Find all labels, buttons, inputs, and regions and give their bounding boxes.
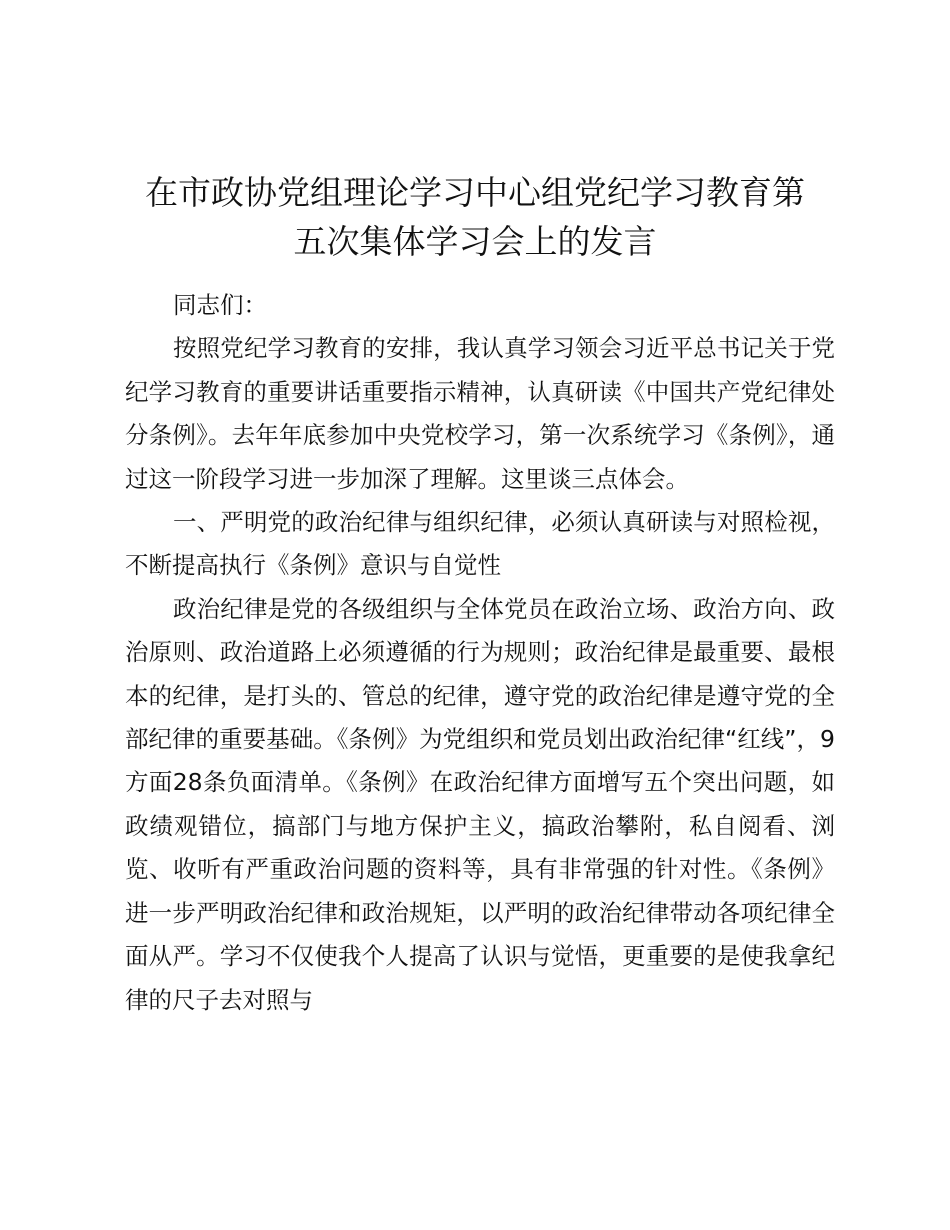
paragraph-political-discipline: 政治纪律是党的各级组织与全体党员在政治立场、政治方向、政治原则、政治道路上必须遵循的行为规则；政治纪律是最重要、最根本的纪律，是打头的、管总的纪律，遵守党的政治纪律是遵守党的全部纪律的重要基础。《条例》为党组织和党员划出政治纪律“红线”，9方面28条负面清单。《条例》在政治纪律方面增写五个突出问题，如政绩观错位，搞部门与地方保护主义，搞政治攀附，私自阅看、浏览、收听有严重政治问题的资料等，具有非常强的针对性。《条例》进一步严明政治纪律和政治规矩，以严明的政治纪律带动各项纪律全面从严。学习不仅使我个人提高了认识与觉悟，更重要的是使我拿纪律的尺子去对照与 (125, 594, 835, 1014)
section-heading-1: 一、严明党的政治纪律与组织纪律，必须认真研读与对照检视，不断提高执行《条例》意识与自觉性 (125, 508, 835, 580)
salutation: 同志们： (173, 291, 267, 319)
title-line-2: 五次集体学习会上的发言 (293, 222, 657, 261)
title-line-1: 在市政协党组理论学习中心组党纪学习教育第 (145, 173, 805, 212)
paragraph-intro: 按照党纪学习教育的安排，我认真学习领会习近平总书记关于党纪学习教育的重要讲话重要指示精神，认真研读《中国共产党纪律处分条例》。去年年底参加中央党校学习，第一次系统学习《条例》，通过这一阶段学习进一步加深了理解。这里谈三点体会。 (125, 334, 835, 493)
document-body (125, 284, 835, 1022)
document-title (100, 168, 850, 266)
